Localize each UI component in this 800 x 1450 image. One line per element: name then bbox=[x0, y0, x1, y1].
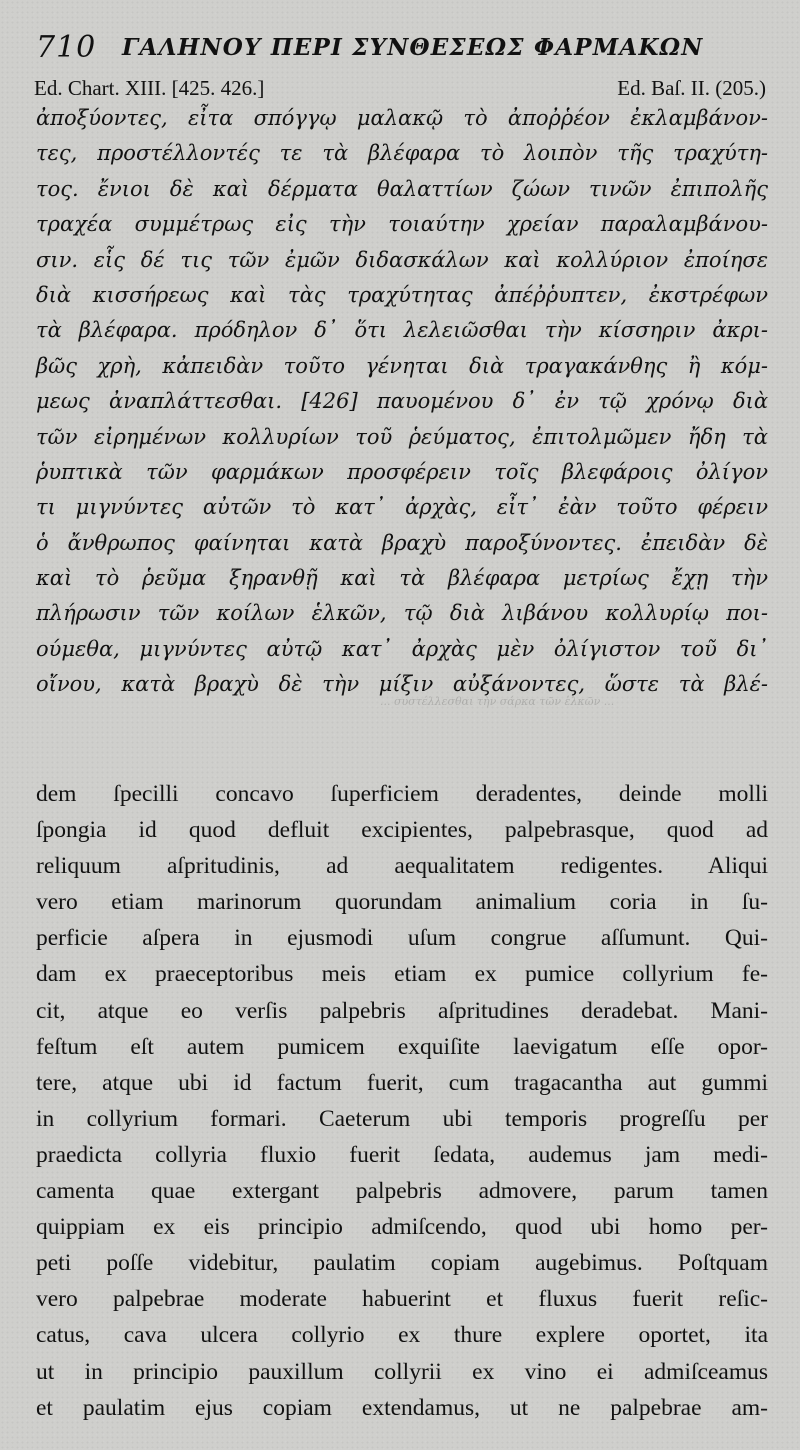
greek-text-line: τῶν εἰρημένων κολλυρίων τοῦ ῥεύματος, ἐπιτολμῶμεν ἤδη τὰ bbox=[36, 424, 768, 449]
latin-text-line: quippiam ex eis principio admiſcendo, quod ubi homo per- bbox=[36, 1214, 768, 1241]
greek-text-line: οἴνου, κατὰ βραχὺ δὲ τὴν μίξιν αὐξάνοντες, ὥστε τὰ βλέ- bbox=[36, 672, 768, 697]
latin-text-line: dem ſpecilli concavo ſuperficiem deradentes, deinde molli bbox=[36, 781, 768, 807]
latin-text-line: catus, cava ulcera collyrio ex thure explere oportet, ita bbox=[36, 1322, 768, 1349]
greek-text-line: ἀποξύοντες, εἶτα σπόγγῳ μαλακῷ τὸ ἀποῤῥέον ἐκλαμβάνον- bbox=[36, 106, 768, 130]
greek-text-line: τὰ βλέφαρα. πρόδηλον δ᾽ ὅτι λελειῶσθαι τὴν κίσσηριν ἀκρι- bbox=[36, 318, 768, 343]
edition-reference-line bbox=[34, 76, 766, 104]
running-head bbox=[30, 28, 770, 68]
latin-text-line: dam ex praeceptoribus meis etiam ex pumice collyrium fe- bbox=[36, 961, 768, 988]
latin-text-block bbox=[36, 776, 768, 1426]
latin-text-line: cit, atque eo verſis palpebris aſpritudines deradebat. Mani- bbox=[36, 997, 768, 1024]
latin-text-line: ſpongia id quod defluit excipientes, palpebrasque, quod ad bbox=[36, 817, 768, 844]
latin-text-line: in collyrium formari. Caeterum ubi temporis progreſſu per bbox=[36, 1105, 768, 1132]
latin-text-line: perficie aſpera in ejusmodi uſum congrue aſſumunt. Qui- bbox=[36, 925, 768, 952]
latin-text-line: vero etiam marinorum quorundam animalium coria in ſu- bbox=[36, 889, 768, 916]
greek-text-line: μεως ἀναπλάττεσθαι. [426] παυομένου δ᾽ ἐν τῷ χρόνῳ διὰ bbox=[36, 389, 768, 414]
greek-text-line: τραχέα συμμέτρως εἰς τὴν τοιαύτην χρείαν παραλαμβάνου- bbox=[36, 212, 768, 237]
greek-text-line: ούμεθα, μιγνύντες αὐτῷ κατ᾽ ἀρχὰς μὲν ὀλίγιστον τοῦ δι᾽ bbox=[36, 636, 768, 661]
latin-text-line: feſtum eſt autem pumicem exquiſite laevigatum eſſe opor- bbox=[36, 1033, 768, 1060]
greek-text-line: διὰ κισσήρεως καὶ τὰς τραχύτητας ἀπέῤῥυπτεν, ἐκστρέφων bbox=[36, 282, 768, 307]
bleed-through-text: ... συστέλλεσθαι τὴν σάρκα τῶν ἑλκῶν ... bbox=[380, 695, 615, 708]
latin-text-line: et paulatim ejus copiam extendamus, ut ne palpebrae am- bbox=[36, 1394, 768, 1421]
greek-text-line: ὁ ἄνθρωπος φαίνηται κατὰ βραχὺ παροξύνοντες. ἐπειδὰν δὲ bbox=[36, 530, 768, 555]
greek-text-line: τι μιγνύντες αὐτῶν τὸ κατ᾽ ἀρχὰς, εἶτ᾽ ἐὰν τοῦτο φέρειν bbox=[36, 495, 768, 520]
greek-text-line: βῶς χρὴ, κἀπειδὰν τοῦτο γένηται διὰ τραγακάνθης ἢ κόμ- bbox=[36, 353, 768, 378]
running-title: ΓΑΛΗΝΟΥ ΠΕΡΙ ΣΥΝΘΕΣΕΩΣ ΦΑΡΜΑΚΩΝ bbox=[122, 34, 704, 61]
edition-chart-reference: Ed. Chart. XIII. [425. 426.] bbox=[34, 76, 265, 100]
latin-text-line: peti poſſe videbitur, paulatim copiam augebimus. Poſtquam bbox=[36, 1250, 768, 1277]
latin-text-line: camenta quae extergant palpebris admovere, parum tamen bbox=[36, 1178, 768, 1205]
greek-text-line: τος. ἔνιοι δὲ καὶ δέρματα θαλαττίων ζώων τινῶν ἐπιπολῆς bbox=[36, 176, 768, 201]
greek-text-line: τες, προστέλλοντές τε τὰ βλέφαρα τὸ λοιπὸν τῆς τραχύτη- bbox=[36, 141, 768, 166]
greek-text-line: ῥυπτικὰ τῶν φαρμάκων προσφέρειν τοῖς βλεφάροις ὀλίγον bbox=[36, 459, 768, 484]
latin-text-line: reliquum aſpritudinis, ad aequalitatem redigentes. Aliqui bbox=[36, 853, 768, 880]
edition-basel-reference: Ed. Baſ. II. (205.) bbox=[617, 76, 766, 100]
greek-text-block bbox=[36, 101, 768, 703]
greek-text-line: σιν. εἷς δέ τις τῶν ἐμῶν διδασκάλων καὶ κολλύριον ἐποίησε bbox=[36, 247, 768, 272]
latin-text-line: tere, atque ubi id factum fuerit, cum tragacantha aut gummi bbox=[36, 1069, 768, 1096]
latin-text-line: vero palpebrae moderate habuerint et fluxus fuerit reſic- bbox=[36, 1286, 768, 1313]
latin-text-line: ut in principio pauxillum collyrii ex vino ei admiſceamus bbox=[36, 1358, 768, 1385]
page-number: 710 bbox=[36, 30, 97, 65]
greek-text-line: πλήρωσιν τῶν κοίλων ἑλκῶν, τῷ διὰ λιβάνου κολλυρίῳ ποι- bbox=[36, 601, 768, 626]
latin-text-line: praedicta collyria fluxio fuerit ſedata, audemus jam medi- bbox=[36, 1141, 768, 1168]
greek-text-line: καὶ τὸ ῥεῦμα ξηρανθῇ καὶ τὰ βλέφαρα μετρίως ἔχῃ τὴν bbox=[36, 566, 768, 591]
